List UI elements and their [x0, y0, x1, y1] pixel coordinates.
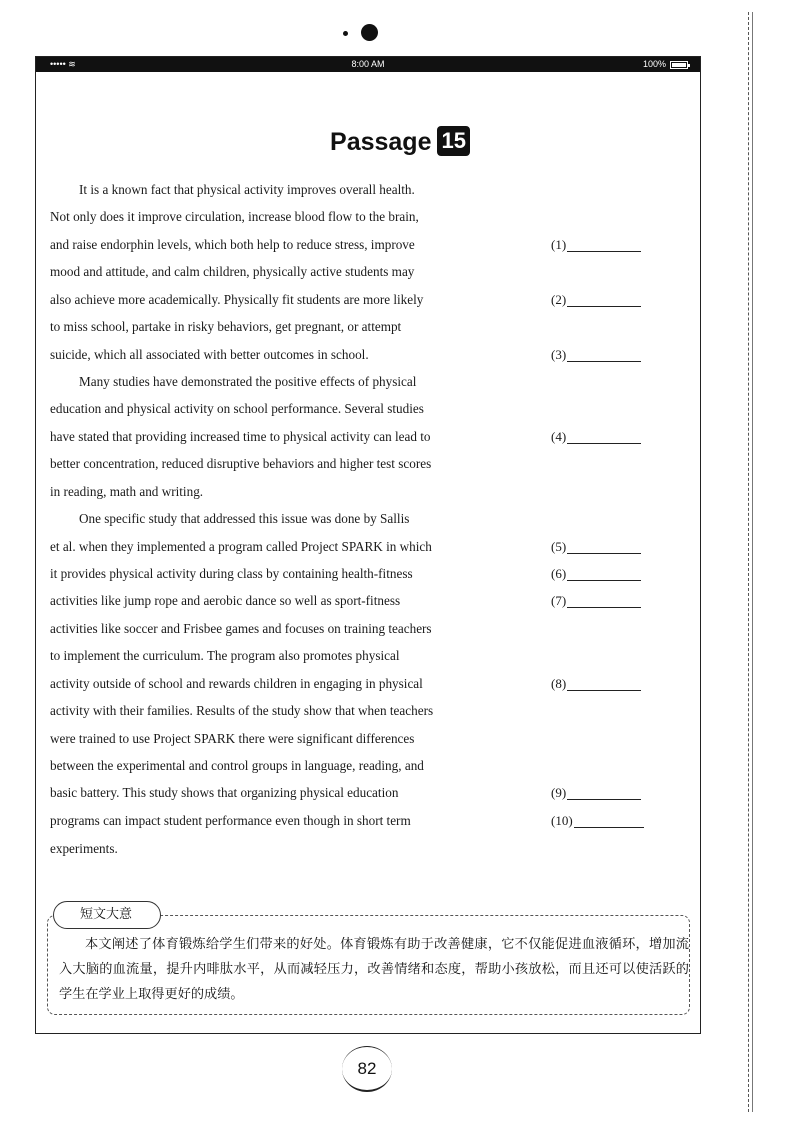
blank-label: (7)	[551, 593, 567, 608]
passage-title	[0, 126, 800, 157]
blank-label: (5)	[551, 539, 567, 554]
binding-edge-line-solid	[752, 12, 753, 1112]
passage-line: activity outside of school and rewards children in engaging in physical	[50, 676, 423, 691]
passage-line: One specific study that addressed this issue was done by Sallis	[79, 511, 410, 526]
passage-line: also achieve more academically. Physically fit students are more likely	[50, 292, 424, 307]
blank-label: (4)	[551, 429, 567, 444]
blank-label: (6)	[551, 566, 567, 581]
blank-label: (1)	[551, 237, 567, 252]
passage-line: et al. when they implemented a program called Project SPARK in which	[50, 539, 432, 554]
passage-line: have stated that providing increased time to physical activity can lead to	[50, 429, 431, 444]
blank-underline[interactable]	[567, 430, 641, 444]
signal-wifi-icon: ••••• ≋	[50, 59, 76, 69]
answer-blank-9[interactable]	[551, 784, 641, 802]
passage-line: it provides physical activity during class by containing health-fitness	[50, 566, 413, 581]
blank-label: (2)	[551, 292, 567, 307]
answer-blank-8[interactable]	[551, 675, 641, 693]
status-time: 8:00 AM	[351, 59, 385, 69]
passage-line: experiments.	[50, 841, 118, 856]
passage-line: suicide, which all associated with better outcomes in school.	[50, 347, 369, 362]
answer-blank-1[interactable]	[551, 236, 641, 254]
passage-number-badge: 15	[437, 126, 469, 156]
blank-label: (10)	[551, 813, 573, 828]
passage-line: between the experimental and control groups in language, reading, and	[50, 758, 424, 773]
summary-text: 本文阐述了体育锻炼给学生们带来的好处。体育锻炼有助于改善健康，它不仅能促进血液循环，增加流入大脑的血流量，提升内啡肽水平，从而减轻压力，改善情绪和态度，帮助小孩放松，而且还可以使活跃的学生在学业上取得更好的成绩。	[59, 937, 689, 1002]
blank-underline[interactable]	[574, 814, 644, 828]
summary-section	[47, 897, 691, 1017]
passage-line: to implement the curriculum. The program also promotes physical	[50, 648, 400, 663]
battery-icon	[670, 61, 688, 69]
answer-blank-4[interactable]	[551, 428, 641, 446]
page-number: 82	[342, 1046, 392, 1092]
blank-underline[interactable]	[567, 594, 641, 608]
answer-blank-5[interactable]	[551, 538, 641, 556]
blank-label: (3)	[551, 347, 567, 362]
passage-line: basic battery. This study shows that organizing physical education	[50, 785, 399, 800]
answer-blank-3[interactable]	[551, 346, 641, 364]
passage-line: It is a known fact that physical activity improves overall health.	[79, 182, 415, 197]
passage-line: activities like soccer and Frisbee games and focuses on training teachers	[50, 621, 432, 636]
passage-line: better concentration, reduced disruptive behaviors and higher test scores	[50, 456, 432, 471]
blank-label: (9)	[551, 785, 567, 800]
summary-label: 短文大意	[53, 901, 161, 929]
decor-dot-large	[361, 24, 378, 41]
answer-blank-2[interactable]	[551, 291, 641, 309]
binding-edge-line	[748, 12, 749, 1112]
answer-blank-6[interactable]	[551, 565, 641, 583]
passage-line: activities like jump rope and aerobic dance so well as sport-fitness	[50, 593, 401, 608]
passage-line: were trained to use Project SPARK there were significant differences	[50, 731, 415, 746]
blank-underline[interactable]	[567, 677, 641, 691]
blank-label: (8)	[551, 676, 567, 691]
passage-line: activity with their families. Results of the study show that when teachers	[50, 703, 434, 718]
passage-line: to miss school, partake in risky behaviors, get pregnant, or attempt	[50, 319, 402, 334]
passage-line: Many studies have demonstrated the positive effects of physical	[79, 374, 417, 389]
passage-line: Not only does it improve circulation, increase blood flow to the brain,	[50, 209, 419, 224]
passage-line: and raise endorphin levels, which both help to reduce stress, improve	[50, 237, 415, 252]
passage-line: in reading, math and writing.	[50, 484, 204, 499]
blank-underline[interactable]	[567, 293, 641, 307]
battery-indicator	[643, 57, 688, 72]
answer-blank-10[interactable]	[551, 812, 644, 830]
passage-line: programs can impact student performance even though in short term	[50, 813, 411, 828]
passage-title-text: Passage	[330, 128, 432, 156]
decor-dot-small	[343, 31, 348, 36]
passage-line: education and physical activity on school performance. Several studies	[50, 401, 424, 416]
status-bar	[36, 57, 700, 72]
blank-underline[interactable]	[567, 348, 641, 362]
blank-underline[interactable]	[567, 786, 641, 800]
blank-underline[interactable]	[567, 540, 641, 554]
blank-underline[interactable]	[567, 238, 641, 252]
blank-underline[interactable]	[567, 567, 641, 581]
battery-percent: 100%	[642, 59, 666, 69]
answer-blank-7[interactable]	[551, 592, 641, 610]
passage-line: mood and attitude, and calm children, physically active students may	[50, 264, 415, 279]
